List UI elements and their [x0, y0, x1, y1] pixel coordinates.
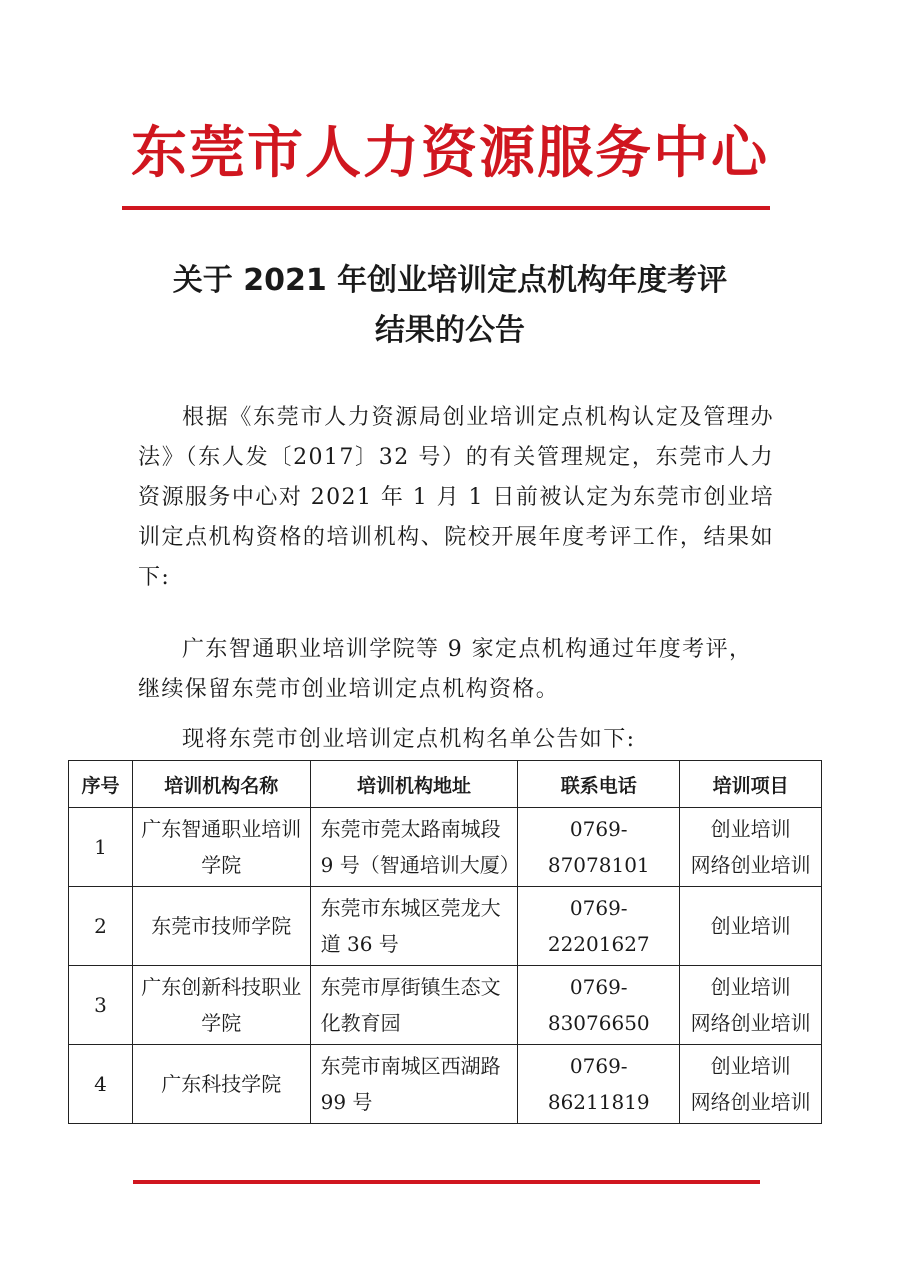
cell-no: 2 [69, 887, 133, 966]
cell-phone: 0769-22201627 [518, 887, 680, 966]
body-paragraph-1: 根据《东莞市人力资源局创业培训定点机构认定及管理办法》（东人发〔2017〕32 号）的有关管理规定，东莞市人力资源服务中心对 2021 年 1 月 1 日前被认定为东莞市创业培训定点机构资格的培训机构、院校开展年度考评工作，结果如下: [138, 405, 774, 590]
letterhead-rule [122, 206, 770, 210]
col-header-project: 培训项目 [680, 761, 822, 808]
cell-phone: 0769-86211819 [518, 1045, 680, 1124]
cell-name: 广东科技学院 [132, 1045, 310, 1124]
col-header-name: 培训机构名称 [132, 761, 310, 808]
body-paragraph-3: 现将东莞市创业培训定点机构名单公告如下: [182, 727, 636, 752]
project-item: 创业培训 [710, 817, 791, 841]
cell-address: 东莞市东城区莞龙大道 36 号 [310, 887, 518, 966]
project-item: 创业培训 [710, 914, 791, 938]
cell-address: 东莞市南城区西湖路99 号 [310, 1045, 518, 1124]
col-header-no: 序号 [69, 761, 133, 808]
cell-address: 东莞市厚街镇生态文化教育园 [310, 966, 518, 1045]
col-header-phone: 联系电话 [518, 761, 680, 808]
cell-project [680, 1045, 822, 1124]
project-item: 创业培训 [710, 1054, 791, 1078]
project-item: 网络创业培训 [690, 1011, 811, 1035]
cell-no: 4 [69, 1045, 133, 1124]
institution-table [68, 760, 822, 1124]
col-header-address: 培训机构地址 [310, 761, 518, 808]
table-row [69, 808, 822, 887]
cell-name: 广东智通职业培训学院 [132, 808, 310, 887]
body-paragraph-2: 广东智通职业培训学院等 9 家定点机构通过年度考评，继续保留东莞市创业培训定点机构资格。 [138, 637, 753, 702]
cell-project [680, 966, 822, 1045]
cell-name: 广东创新科技职业学院 [132, 966, 310, 1045]
table-row [69, 1045, 822, 1124]
letterhead-title: 东莞市人力资源服务中心 [131, 121, 769, 186]
notice-title-line2: 结果的公告 [375, 313, 525, 348]
cell-no: 3 [69, 966, 133, 1045]
cell-address: 东莞市莞太路南城段9 号（智通培训大厦） [310, 808, 518, 887]
notice-title-line1: 关于 2021 年创业培训定点机构年度考评 [172, 263, 728, 298]
notice-title [0, 256, 900, 356]
table-row [69, 887, 822, 966]
cell-phone: 0769-87078101 [518, 808, 680, 887]
cell-no: 1 [69, 808, 133, 887]
cell-phone: 0769-83076650 [518, 966, 680, 1045]
project-item: 网络创业培训 [690, 853, 811, 877]
table-header-row [69, 761, 822, 808]
cell-project [680, 808, 822, 887]
footer-rule [133, 1180, 760, 1184]
project-item: 网络创业培训 [690, 1090, 811, 1114]
table-row [69, 966, 822, 1045]
project-item: 创业培训 [710, 975, 791, 999]
cell-name: 东莞市技师学院 [132, 887, 310, 966]
cell-project [680, 887, 822, 966]
